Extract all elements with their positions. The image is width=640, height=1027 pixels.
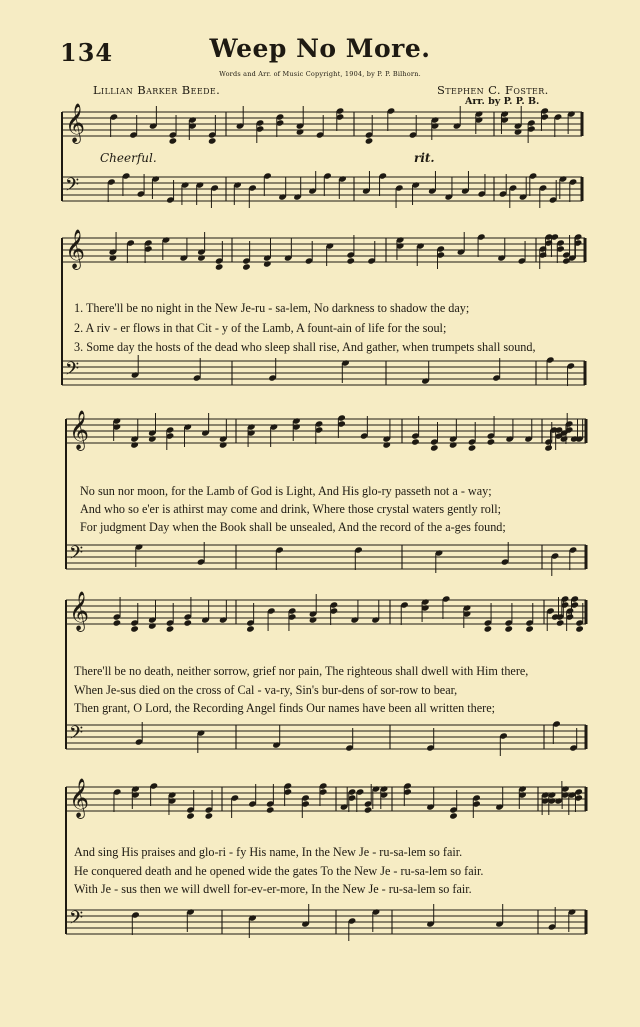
note-head	[504, 625, 513, 632]
composer-credit: Stephen C. Foster.	[437, 83, 549, 97]
note-head	[148, 435, 157, 442]
note-head	[296, 128, 305, 135]
lyric-line-verse-1: There'll be no death, neither sorrow, grief nor pain, The righteous shall dwell with Him there,	[74, 664, 529, 678]
note-head	[266, 806, 275, 813]
note-head	[215, 263, 224, 270]
note-head	[263, 260, 272, 267]
lyric-line-verse-3: For judgment Day when the Book shall be unsealed, And the record of the a-ges found;	[80, 520, 506, 534]
note-head	[365, 137, 374, 144]
note-head	[242, 263, 251, 270]
note-head	[449, 441, 458, 448]
bass-clef-icon: 𝄢	[69, 723, 84, 748]
lyric-line-verse-2: 2. A riv - er flows in that Cit - y of the Lamb, A fount-ain of life for the soul;	[74, 321, 447, 335]
note-head	[382, 441, 391, 448]
lyric-line-verse-1: And sing His praises and glo-ri - fy His name, In the New Je - ru-sa-lem so fair.	[74, 845, 463, 859]
note-head	[468, 444, 477, 451]
treble-clef-icon: 𝄞	[65, 103, 86, 143]
note-head	[166, 625, 175, 632]
bass-clef-icon: 𝄢	[69, 543, 84, 568]
lyric-line-verse-1: 1. There'll be no night in the New Je-ru - sa-lem, No darkness to shadow the day;	[74, 301, 470, 315]
lyric-line-verse-3: Then grant, O Lord, the Recording Angel finds Our names have been all written there;	[74, 701, 496, 715]
copyright-notice: Words and Arr. of Music Copyright, 1904, by P. P. Bilhorn.	[219, 70, 421, 78]
note-head	[411, 438, 420, 445]
ritardando-marking: rit.	[414, 151, 435, 165]
bass-clef-icon: 𝄢	[65, 359, 80, 384]
arranger-credit: Arr. by P. P. B.	[465, 96, 540, 107]
note-head	[487, 438, 496, 445]
note-head	[148, 622, 157, 629]
note-head	[109, 254, 118, 261]
page-number: 134	[60, 38, 114, 67]
lyric-line-verse-2: And who so e'er is athirst may come and drink, Where those crystal waters gently roll;	[80, 502, 501, 516]
lyric-line-verse-2: When Je-sus died on the cross of Cal - va-ry, Sin's bur-dens of sor-row to bear,	[74, 683, 458, 697]
bass-clef-icon: 𝄢	[65, 175, 80, 200]
lyricist-credit: Lillian Barker Beede.	[93, 83, 221, 97]
note-head	[186, 812, 195, 819]
note-head	[246, 625, 255, 632]
treble-clef-icon: 𝄞	[65, 229, 86, 269]
note-head	[525, 625, 534, 632]
note-head	[169, 137, 178, 144]
note-head	[219, 441, 228, 448]
lyric-line-verse-1: No sun nor moon, for the Lamb of God is Light, And His glo-ry passeth not a - way;	[80, 484, 492, 498]
note-head	[130, 625, 139, 632]
treble-clef-icon: 𝄞	[69, 410, 90, 450]
hymn-title: Weep No More.	[209, 34, 431, 63]
lyric-line-verse-2: He conquered death and he opened wide the gates To the New Je - ru-sa-lem so fair.	[74, 864, 484, 878]
note-head	[556, 619, 565, 626]
note-head	[130, 441, 139, 448]
note-head	[449, 812, 458, 819]
note-head	[514, 128, 523, 135]
tempo-marking: Cheerful.	[100, 151, 157, 165]
note-head	[197, 254, 206, 261]
note-head	[208, 137, 217, 144]
note-head	[575, 625, 584, 632]
note-head	[430, 444, 439, 451]
lyric-line-verse-3: With Je - sus then we will dwell for-ev-er-more, In the New Je - ru-sa-lem so fair.	[74, 882, 472, 896]
note-head	[364, 806, 373, 813]
treble-clef-icon: 𝄞	[69, 778, 90, 818]
note-head	[309, 616, 318, 623]
lyric-line-verse-3: 3. Some day the hosts of the dead who sleep shall rise, And gather, when trumpets shall sound,	[74, 340, 536, 354]
note-head	[113, 619, 122, 626]
note-head	[205, 812, 214, 819]
bass-clef-icon: 𝄢	[69, 908, 84, 933]
note-head	[183, 619, 192, 626]
treble-clef-icon: 𝄞	[69, 591, 90, 631]
note-head	[484, 625, 493, 632]
note-head	[346, 257, 355, 264]
note-head	[544, 444, 553, 451]
